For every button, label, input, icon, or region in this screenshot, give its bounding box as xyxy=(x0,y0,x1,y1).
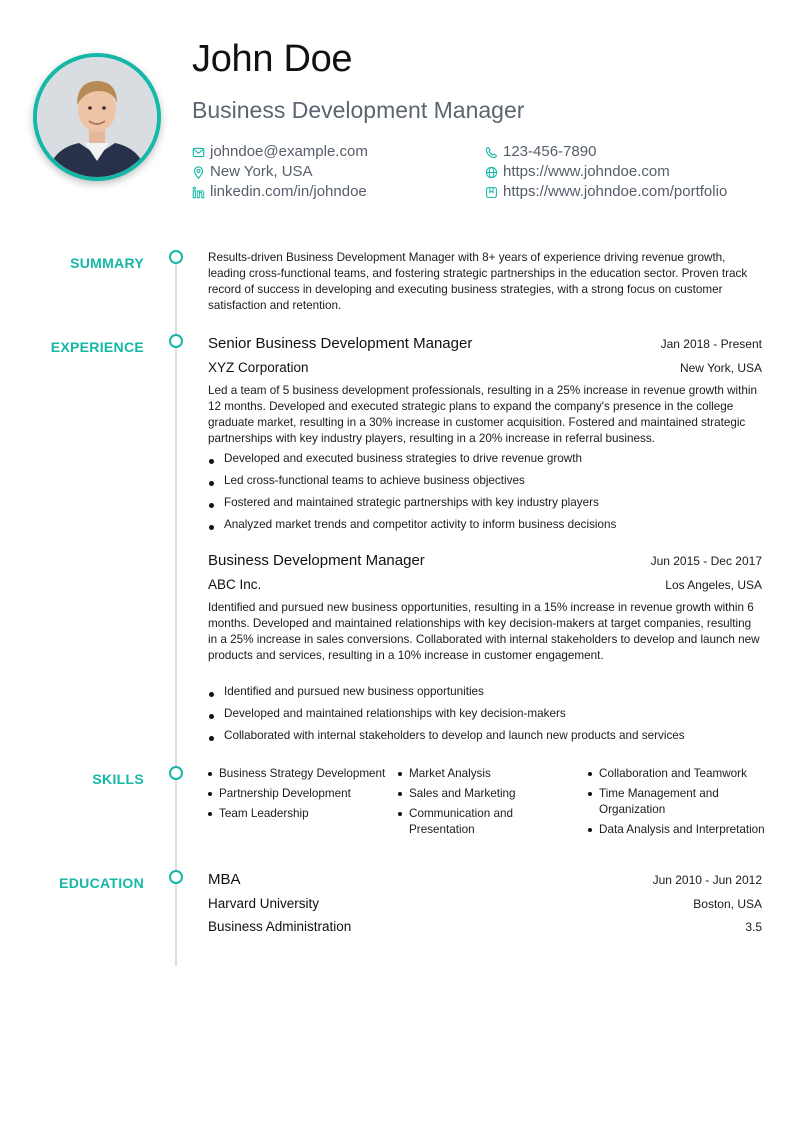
candidate-title: Business Development Manager xyxy=(192,97,525,123)
section-label-skills: SKILLS xyxy=(92,771,144,787)
job-location: New York, USA xyxy=(679,361,762,375)
job-title: Business Development Manager xyxy=(208,552,425,569)
profile-photo xyxy=(33,53,161,181)
skill-item: Communication and Presentation xyxy=(398,806,578,838)
skill-item: Team Leadership xyxy=(208,806,388,822)
skill-item: Data Analysis and Interpretation xyxy=(588,822,768,838)
job-company: ABC Inc. xyxy=(208,577,262,592)
job-header xyxy=(208,335,762,352)
education-gpa: 3.5 xyxy=(745,920,762,934)
contact-website[interactable] xyxy=(485,162,670,182)
contact-linkedin-text: linkedin.com/in/johndoe xyxy=(210,183,367,200)
education-school: Harvard University xyxy=(208,896,320,911)
contact-portfolio-text: https://www.johndoe.com/portfolio xyxy=(503,183,728,200)
linkedin-icon xyxy=(192,186,205,199)
summary-text: Results-driven Business Development Manager with 8+ years of experience driving revenue growth, leading cross-functional teams, and fostering strategic partnerships in the education sector. Proven track record of success in developing and executing business strategies, with a strong focus on customer satisfaction and retention. xyxy=(208,251,748,312)
job-header xyxy=(208,552,762,569)
timeline-dot-education xyxy=(169,870,183,884)
map-pin-icon xyxy=(192,166,205,179)
contact-location xyxy=(192,162,313,182)
contact-phone[interactable] xyxy=(485,142,596,162)
education-field-row xyxy=(208,919,762,934)
section-label-summary: SUMMARY xyxy=(70,255,144,271)
skill-item: Business Strategy Development xyxy=(208,766,388,782)
list-item: Led cross-functional teams to achieve business objectives xyxy=(208,473,763,495)
timeline-dot-summary xyxy=(169,250,183,264)
timeline-dot-skills xyxy=(169,766,183,780)
education-school-row xyxy=(208,896,762,911)
timeline-dot-experience xyxy=(169,334,183,348)
list-item: Developed and executed business strategies to drive revenue growth xyxy=(208,451,763,473)
education-header xyxy=(208,871,762,888)
contact-phone-text: 123-456-7890 xyxy=(503,143,597,160)
contact-portfolio[interactable] xyxy=(485,182,727,202)
list-item: Collaborated with internal stakeholders to develop and launch new products and services xyxy=(208,728,763,750)
envelope-icon xyxy=(192,146,205,159)
job-location: Los Angeles, USA xyxy=(665,578,762,592)
skill-item: Market Analysis xyxy=(398,766,578,782)
skills-column-3 xyxy=(588,766,768,842)
job-title: Senior Business Development Manager xyxy=(208,335,473,352)
skill-item: Time Management and Organization xyxy=(588,786,768,818)
contact-location-text: New York, USA xyxy=(210,163,313,180)
education-field: Business Administration xyxy=(208,919,352,934)
list-item: Fostered and maintained strategic partnerships with key industry players xyxy=(208,495,763,517)
job-bullets xyxy=(208,451,763,539)
globe-icon xyxy=(485,166,498,179)
list-item: Identified and pursued new business opportunities xyxy=(208,684,763,706)
skill-item: Sales and Marketing xyxy=(398,786,578,802)
skills-column-1 xyxy=(208,766,388,826)
skill-item: Collaboration and Teamwork xyxy=(588,766,768,782)
job-dates: Jun 2015 - Dec 2017 xyxy=(650,554,762,568)
skills-column-2 xyxy=(398,766,578,842)
job-subheader xyxy=(208,360,762,375)
skill-item: Partnership Development xyxy=(208,786,388,802)
section-label-education: EDUCATION xyxy=(59,875,144,891)
timeline-line xyxy=(175,256,177,966)
education-degree: MBA xyxy=(208,871,241,888)
section-label-experience: EXPERIENCE xyxy=(50,339,144,355)
education-dates: Jun 2010 - Jun 2012 xyxy=(652,873,762,887)
person-portrait-icon xyxy=(37,57,157,177)
list-item: Analyzed market trends and competitor activity to inform business decisions xyxy=(208,517,763,539)
job-bullets xyxy=(208,684,763,750)
job-dates: Jan 2018 - Present xyxy=(660,337,762,351)
contact-website-text: https://www.johndoe.com xyxy=(503,163,670,180)
contact-linkedin[interactable] xyxy=(192,182,367,202)
job-description: Identified and pursued new business opportunities, resulting in a 15% increase in revenue growth within 6 months. Developed and maintained relationships with key decision-makers at target companies, resulting in a 25% increase in sales conversions. Collaborated with internal stakeholders to develop and launch new products and services, resulting in a 10% increase in customer engagement. xyxy=(208,601,760,662)
contact-email-text: johndoe@example.com xyxy=(210,143,368,160)
job-subheader xyxy=(208,577,762,592)
candidate-name: John Doe xyxy=(192,38,353,80)
phone-icon xyxy=(485,146,498,159)
job-company: XYZ Corporation xyxy=(208,360,309,375)
education-location: Boston, USA xyxy=(693,897,762,911)
job-description: Led a team of 5 business development professionals, resulting in a 25% increase in revenue growth within 12 months. Developed and executed strategic plans to expand the company's presence in the college graduate market, resulting in a 30% increase in customer acquisition. Fostered and maintained strategic partnerships with key industry players, resulting in a 20% increase in referral business. xyxy=(208,384,757,445)
contact-email[interactable] xyxy=(192,142,368,162)
list-item: Developed and maintained relationships with key decision-makers xyxy=(208,706,763,728)
portfolio-icon xyxy=(485,186,498,199)
